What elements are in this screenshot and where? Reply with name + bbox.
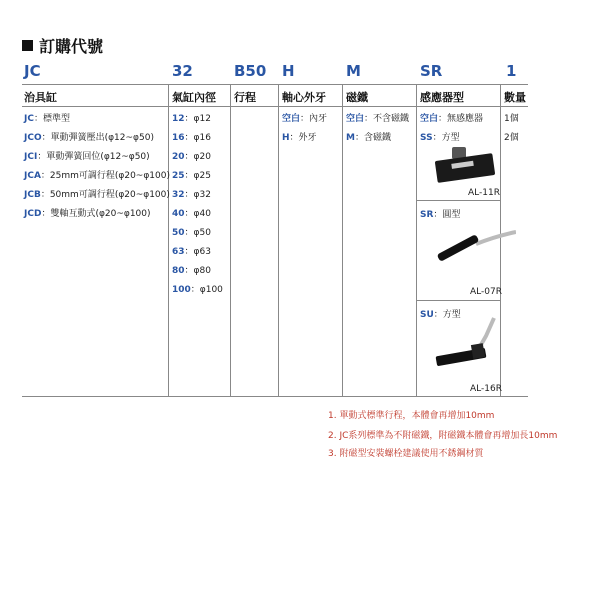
list-item: 100：φ100 xyxy=(172,285,223,295)
code-bore: 32 xyxy=(172,62,193,80)
note-2: 2. JC系列標準為不附磁鐵，附磁鐵本體會再增加長10mm xyxy=(328,431,558,441)
header-qty: 數量 xyxy=(504,91,526,104)
sensor-su-caption: AL-16R xyxy=(470,384,502,394)
list-item: 1個 xyxy=(504,114,519,124)
note-3: 3. 附磁型安裝螺栓建議使用不銹鋼材質 xyxy=(328,449,484,459)
sensor-divider-2 xyxy=(416,300,500,301)
list-item: JCI：單動彈簧回位(φ12~φ50) xyxy=(24,152,150,162)
list-item: SS：方型 xyxy=(420,133,460,143)
list-item: H：外牙 xyxy=(282,133,317,143)
sensor-sr-caption: AL-07R xyxy=(470,287,502,297)
sensor-divider-1 xyxy=(416,200,500,201)
page-title xyxy=(22,34,103,57)
table-bottom-line xyxy=(22,396,528,397)
list-item: 16：φ16 xyxy=(172,133,211,143)
code-magnet: M xyxy=(346,62,361,80)
list-item: 80：φ80 xyxy=(172,266,211,276)
header-magnet: 磁鐵 xyxy=(346,91,368,104)
col-divider-5 xyxy=(416,84,417,396)
list-item: 50：φ50 xyxy=(172,228,211,238)
header-fixture: 治具缸 xyxy=(24,91,57,104)
table-top-line xyxy=(22,84,528,85)
list-item: JCB：50mm可調行程(φ20~φ100) xyxy=(24,190,170,200)
code-stroke: B50 xyxy=(234,62,267,80)
header-bore: 氣缸內徑 xyxy=(172,91,216,104)
title-text: 訂購代號 xyxy=(39,37,104,56)
sensor-sr-image xyxy=(430,222,516,280)
header-sensor: 感應器型 xyxy=(420,91,464,104)
code-qty: 1 xyxy=(506,62,517,80)
header-thread: 軸心外牙 xyxy=(282,91,326,104)
sensor-ss-image xyxy=(432,145,498,187)
list-item: 20：φ20 xyxy=(172,152,211,162)
list-item: 63：φ63 xyxy=(172,247,211,257)
code-jc: JC xyxy=(24,62,41,80)
list-item: 空白：不含磁鐵 xyxy=(346,114,410,124)
note-1: 1. 單動式標準行程，本體會再增加10mm xyxy=(328,411,495,421)
sensor-ss-caption: AL-11R xyxy=(468,188,500,198)
list-item: JC：標準型 xyxy=(24,114,70,124)
list-item: M：含磁鐵 xyxy=(346,133,391,143)
list-item: JCA：25mm可調行程(φ20~φ100) xyxy=(24,171,170,181)
code-sensor: SR xyxy=(420,62,443,80)
table-header-line xyxy=(22,106,528,107)
list-item: 12：φ12 xyxy=(172,114,211,124)
list-item: SU：方型 xyxy=(420,310,461,320)
list-item: 32：φ32 xyxy=(172,190,211,200)
code-thread: H xyxy=(282,62,295,80)
sensor-su-image xyxy=(432,316,500,380)
col-divider-1 xyxy=(168,84,169,396)
col-divider-2 xyxy=(230,84,231,396)
col-divider-3 xyxy=(278,84,279,396)
list-item: SR：圓型 xyxy=(420,210,461,220)
list-item: JCO：單動彈簧壓出(φ12~φ50) xyxy=(24,133,154,143)
square-bullet-icon xyxy=(22,40,33,51)
col-divider-4 xyxy=(342,84,343,396)
list-item: 空白：內牙 xyxy=(282,114,328,124)
list-item: 2個 xyxy=(504,133,519,143)
list-item: 空白：無感應器 xyxy=(420,114,484,124)
list-item: 25：φ25 xyxy=(172,171,211,181)
list-item: 40：φ40 xyxy=(172,209,211,219)
list-item: JCD：雙軸互動式(φ20~φ100) xyxy=(24,209,151,219)
header-stroke: 行程 xyxy=(234,91,256,104)
